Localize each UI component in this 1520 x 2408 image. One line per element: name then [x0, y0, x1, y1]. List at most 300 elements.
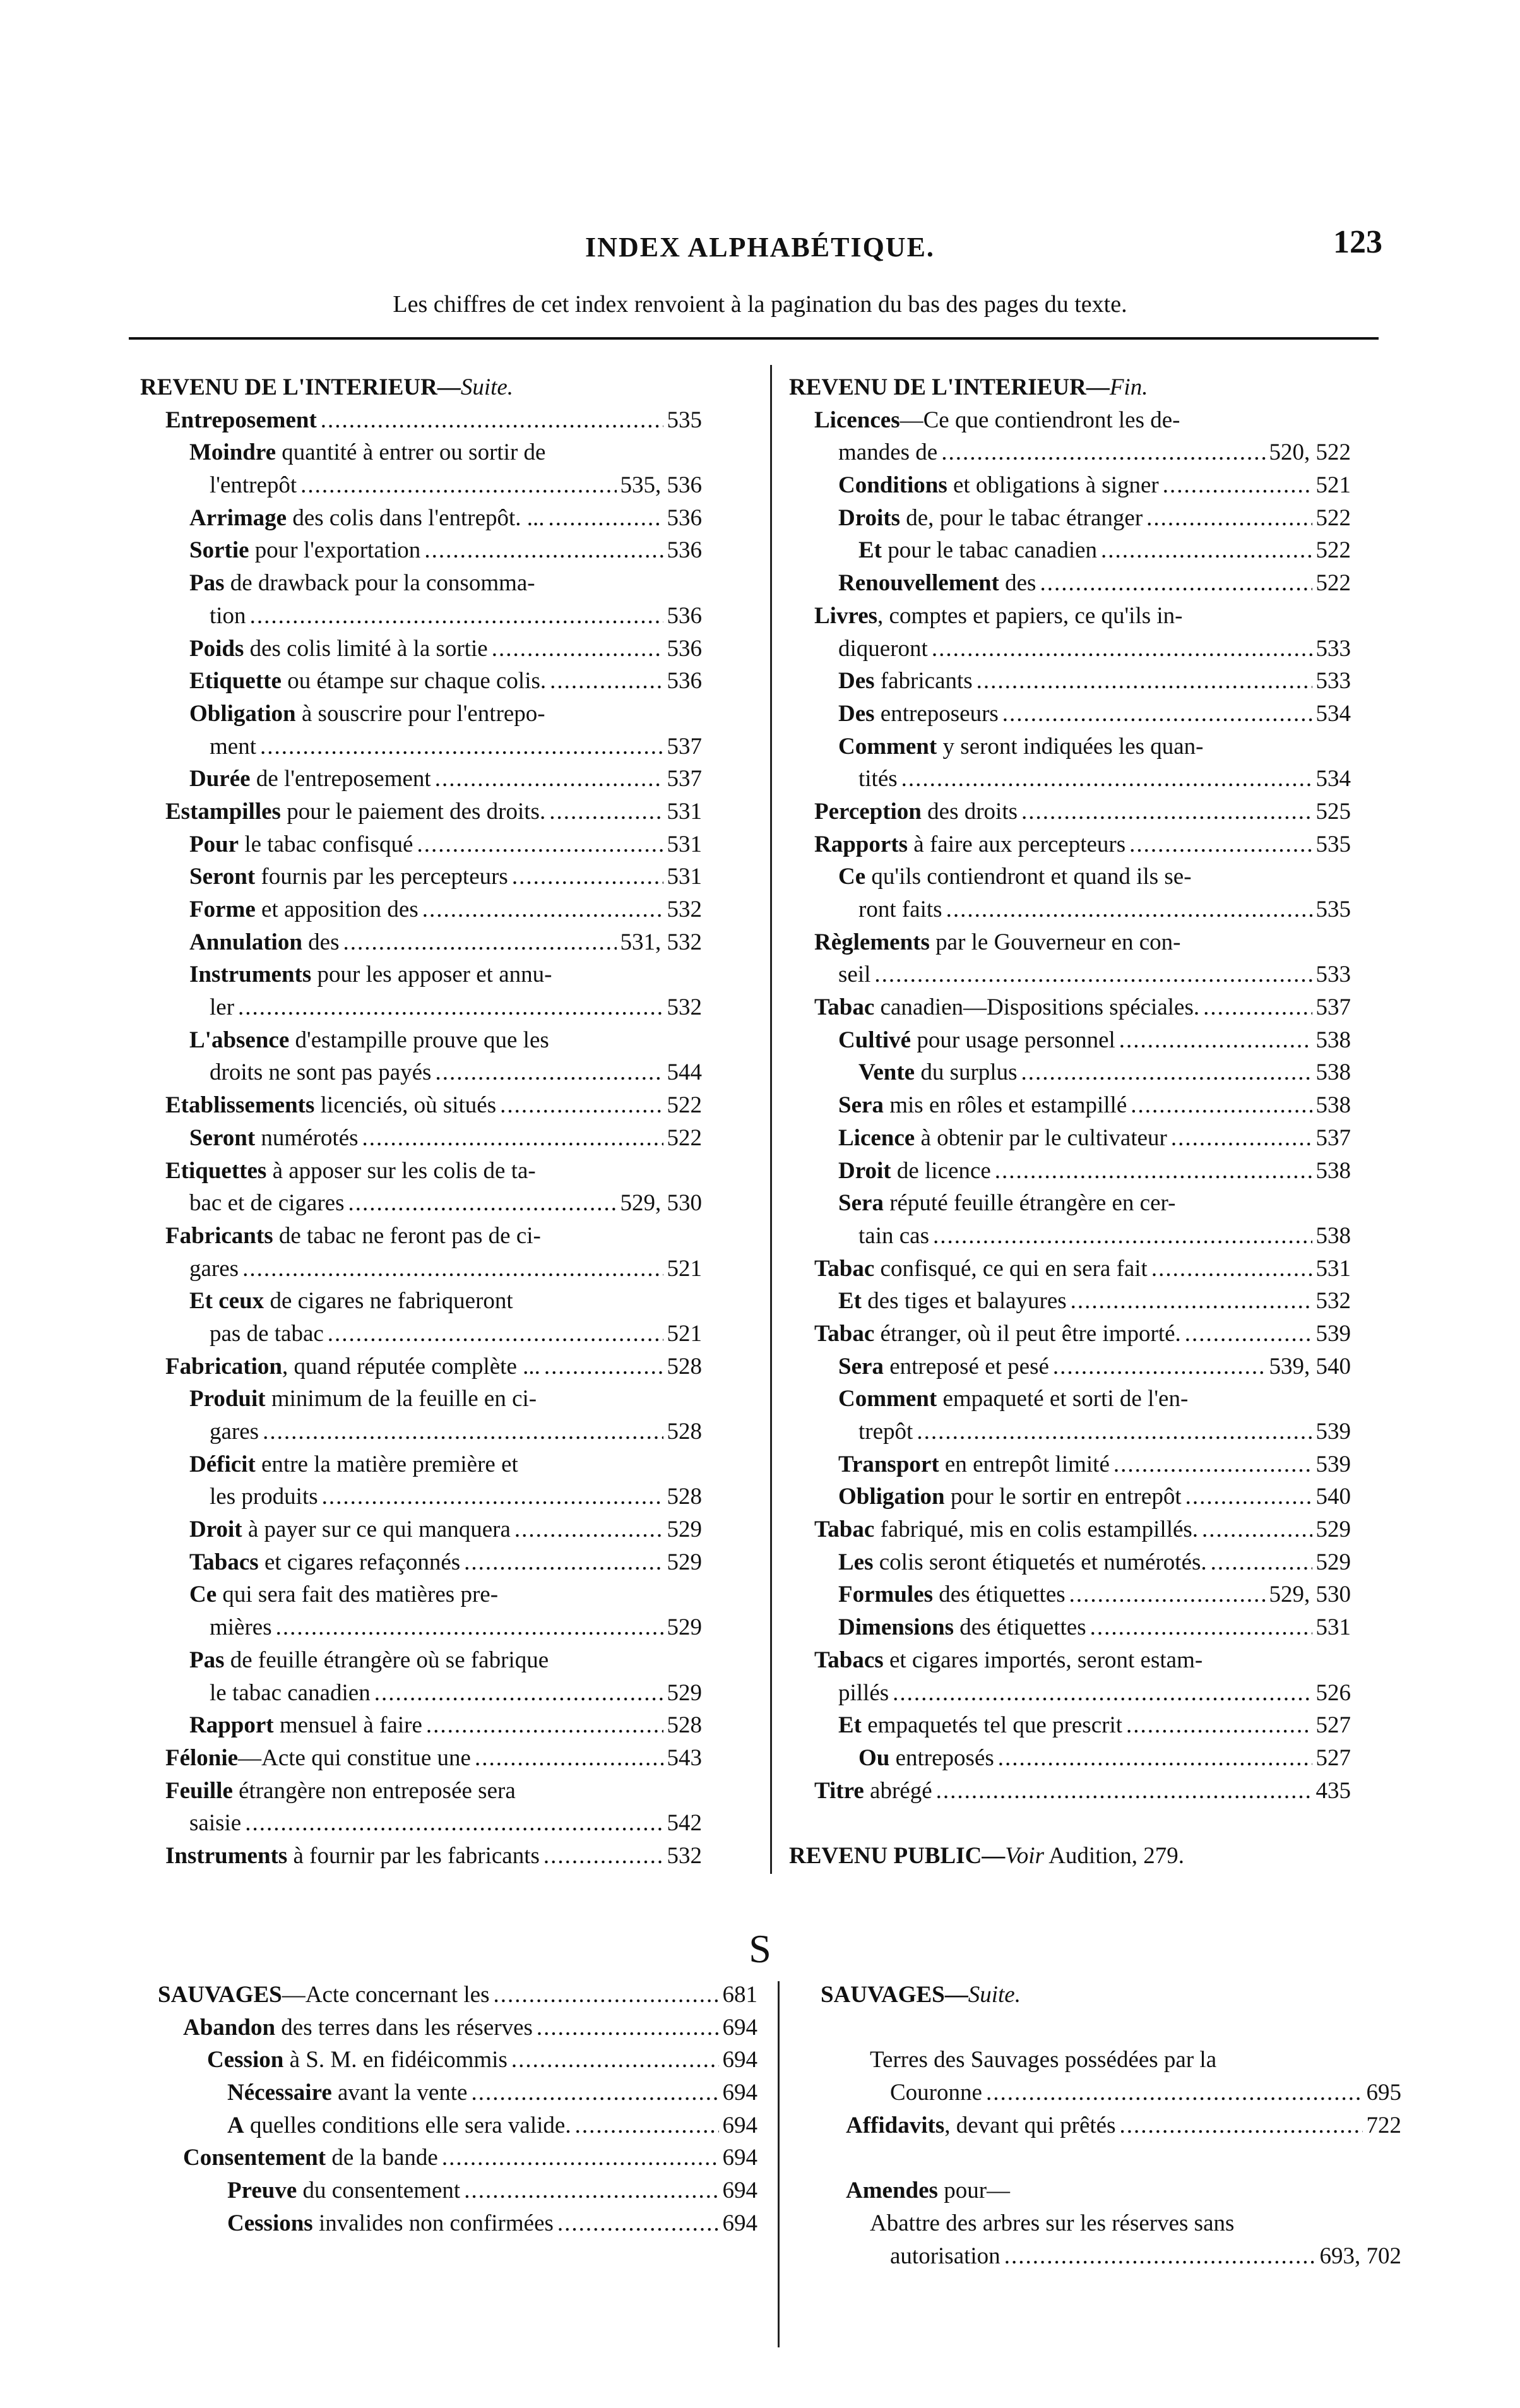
dot-leader [1185, 1481, 1312, 1513]
dot-leader [946, 893, 1312, 926]
dot-leader [1129, 828, 1312, 861]
dot-leader [1151, 1253, 1312, 1285]
index-entry [140, 861, 702, 893]
page-reference: 520, 522 [1269, 439, 1351, 466]
page-reference: 695 [1366, 2080, 1401, 2106]
entry-key: Tabac [814, 1255, 875, 1282]
entry-key: Et [858, 537, 882, 564]
dot-leader [1203, 991, 1312, 1024]
dot-leader [511, 2044, 719, 2077]
page-reference: 534 [1315, 766, 1351, 792]
dot-leader [493, 1979, 718, 2012]
dot-leader [1163, 469, 1312, 502]
page-reference: 544 [667, 1059, 702, 1086]
entry-text: des colis limité à la sortie [244, 635, 488, 662]
entry-key: Conditions [838, 472, 947, 499]
entry-text: y seront indiquées les quan- [937, 733, 1204, 760]
page-reference: 694 [722, 2210, 757, 2236]
index-entry [821, 2109, 1401, 2142]
entry-text: gares [189, 1255, 239, 1282]
index-entry [140, 1677, 702, 1710]
dot-leader [500, 1089, 663, 1122]
entry-text: à faire aux percepteurs [908, 831, 1126, 857]
entry-key: SAUVAGES [158, 1982, 282, 2008]
bottom-left-column [158, 1979, 757, 2240]
page-reference: 528 [667, 1353, 702, 1380]
page-reference: 529, 530 [1269, 1582, 1351, 1608]
entry-key: Instruments [165, 1842, 288, 1869]
dot-leader [1119, 2109, 1362, 2142]
page-reference: 529, 530 [620, 1190, 702, 1217]
entry-key: Seront [189, 864, 256, 890]
page-reference: 694 [722, 2047, 757, 2073]
index-entry [789, 1318, 1351, 1350]
entry-text: pour usage personnel [911, 1027, 1115, 1053]
page-reference: 694 [722, 2178, 757, 2204]
page-reference: 537 [1315, 1124, 1351, 1151]
entry-text: pour le sortir en entrepôt [944, 1484, 1182, 1510]
index-entry [140, 502, 702, 535]
dot-leader [941, 436, 1265, 469]
entry-text: à S. M. en fidéicommis [283, 2047, 508, 2073]
page-reference: 435 [1315, 1777, 1351, 1804]
page-reference: 535 [1315, 897, 1351, 922]
index-entry [789, 991, 1351, 1024]
page-reference: 543 [667, 1744, 702, 1771]
entry-text: Abattre des arbres sur les réserves sans [870, 2210, 1235, 2236]
entry-key: Déficit [189, 1451, 256, 1477]
index-entry [140, 1220, 702, 1253]
entry-key: REVENU PUBLIC— [789, 1842, 1006, 1869]
index-entry [140, 1709, 702, 1742]
entry-key: Droit [838, 1157, 891, 1184]
entry-text: et apposition des [255, 897, 419, 922]
dot-leader [422, 893, 663, 926]
index-entry [789, 1350, 1351, 1383]
entry-key: Cession [207, 2047, 284, 2073]
index-entry [789, 958, 1351, 991]
index-entry [140, 1611, 702, 1644]
entry-text: numérotés [255, 1124, 359, 1151]
dot-leader [995, 1155, 1312, 1188]
entry-key: Les [838, 1549, 874, 1575]
dot-leader [464, 1546, 663, 1579]
index-entry [789, 926, 1351, 959]
entry-text: mensuel à faire [273, 1712, 422, 1739]
page-reference: 535, 536 [620, 472, 702, 499]
entry-text: mandes de [838, 439, 938, 466]
dot-leader [260, 730, 663, 763]
dot-leader [238, 991, 663, 1024]
page-reference: 535 [667, 407, 702, 433]
entry-key: L'absence [189, 1027, 290, 1053]
entry-key: Règlements [814, 929, 930, 955]
page-reference: 522 [1315, 537, 1351, 564]
entry-text: Couronne [890, 2080, 982, 2106]
index-entry [140, 1416, 702, 1448]
entry-key: Dimensions [838, 1614, 954, 1641]
entry-key: Transport [838, 1451, 939, 1477]
index-entry [789, 1644, 1351, 1677]
index-entry [140, 698, 702, 730]
entry-key: Ou [858, 1744, 890, 1771]
index-entry [789, 1024, 1351, 1057]
dot-leader [1040, 567, 1312, 600]
index-entry [140, 1578, 702, 1611]
entry-key: Licences [814, 407, 900, 433]
entry-text: à fournir par les fabricants [287, 1842, 540, 1869]
entry-text: de, pour le tabac étranger [900, 504, 1143, 531]
dot-leader [933, 1220, 1312, 1253]
dot-leader [464, 2174, 718, 2207]
entry-text: et cigares refaçonnés [258, 1549, 461, 1575]
dot-leader [1069, 1578, 1266, 1611]
index-entry [789, 502, 1351, 535]
page-reference: 536 [667, 668, 702, 694]
entry-text: qui sera fait des matières pre- [217, 1582, 499, 1608]
index-entry [789, 665, 1351, 698]
dot-leader [543, 1840, 663, 1873]
dot-leader [549, 796, 663, 828]
dot-leader [263, 1416, 663, 1448]
entry-text: pour les apposer et annu- [311, 962, 552, 988]
index-entry [158, 2077, 757, 2109]
entry-key: Livres [814, 602, 878, 629]
page-reference: 521 [667, 1255, 702, 1282]
index-entry [140, 1089, 702, 1122]
dot-leader [492, 633, 663, 665]
entry-key: Formules [838, 1582, 934, 1608]
index-entry [789, 1416, 1351, 1448]
entry-key: Tabac [814, 1517, 875, 1543]
dot-leader [245, 1807, 663, 1840]
index-entry [140, 534, 702, 567]
entry-key: Estampilles [165, 798, 281, 825]
entry-key: Pour [189, 831, 239, 857]
entry-text: et obligations à signer [947, 472, 1159, 499]
index-entry [140, 991, 702, 1024]
entry-text: , devant qui prêtés [944, 2112, 1116, 2138]
page-reference: 694 [722, 2014, 757, 2041]
page-reference: 532 [667, 1842, 702, 1869]
index-entry [158, 1979, 757, 2012]
index-entry [789, 436, 1351, 469]
entry-text: des étiquettes [933, 1582, 1066, 1608]
dot-leader [442, 2142, 719, 2174]
entry-key: Seront [189, 1124, 256, 1151]
page-reference: 521 [667, 1320, 702, 1347]
entry-key: Rapport [189, 1712, 274, 1739]
page-reference: 694 [722, 2080, 757, 2106]
page-reference: 521 [1315, 472, 1351, 499]
entry-key: Comment [838, 733, 937, 760]
index-entry [821, 2044, 1401, 2077]
index-entry [140, 1383, 702, 1416]
page-reference: 540 [1315, 1484, 1351, 1510]
index-entry [789, 1089, 1351, 1122]
bottom-right-column [821, 1979, 1401, 2272]
index-entry [158, 2142, 757, 2174]
page-reference: 527 [1315, 1744, 1351, 1771]
entry-text: quantité à entrer ou sortir de [276, 439, 546, 466]
index-entry [789, 1709, 1351, 1742]
index-entry [140, 763, 702, 796]
page-reference: 681 [722, 1982, 757, 2008]
entry-text: pour le paiement des droits. [280, 798, 546, 825]
index-entry [789, 1220, 1351, 1253]
entry-text: des étiquettes [953, 1614, 1086, 1641]
page-reference: 539 [1315, 1451, 1351, 1477]
index-entry [140, 1318, 702, 1350]
page-reference: 529 [667, 1614, 702, 1641]
entry-text: le tabac confisqué [239, 831, 413, 857]
dot-leader [417, 828, 663, 861]
entry-key: Nécessaire [227, 2080, 332, 2106]
index-entry [158, 2044, 757, 2077]
dot-leader [348, 1187, 617, 1220]
dot-leader [901, 763, 1312, 796]
dot-leader [557, 2207, 719, 2240]
dot-leader [471, 2077, 718, 2109]
dot-leader [1071, 1285, 1312, 1318]
index-entry [789, 567, 1351, 600]
entry-text: des [999, 570, 1036, 597]
entry-key: Consentement [183, 2145, 326, 2171]
index-entry [140, 1644, 702, 1677]
entry-key: Fabricants [165, 1222, 273, 1249]
entry-text: Terres des Sauvages possédées par la [870, 2047, 1217, 2073]
index-entry [140, 1513, 702, 1546]
entry-key: Félonie [165, 1744, 239, 1771]
index-entry [789, 1448, 1351, 1481]
page-reference: 532 [667, 994, 702, 1021]
entry-italic: Suite. [968, 1982, 1021, 2008]
dot-leader [1126, 1709, 1312, 1742]
page-reference: 536 [667, 537, 702, 564]
index-entry [789, 1546, 1351, 1579]
entry-text: —Ce que contiendront les de- [900, 407, 1180, 433]
entry-text: en entrepôt limité [939, 1451, 1110, 1477]
page-reference: 536 [667, 635, 702, 662]
index-entry [789, 1056, 1351, 1089]
entry-key: Arrimage [189, 504, 287, 531]
section-letter: S [749, 1926, 771, 1971]
entry-text: droits ne sont pas payés [210, 1059, 432, 1086]
entry-text: pas de tabac [210, 1320, 324, 1347]
entry-key: Tabac [814, 994, 875, 1021]
entry-text: seil [838, 962, 871, 988]
entry-italic: Suite. [460, 374, 514, 400]
page-reference: 538 [1315, 1092, 1351, 1119]
page-reference: 538 [1315, 1157, 1351, 1184]
page-reference: 538 [1315, 1222, 1351, 1249]
entry-key: Etiquettes [165, 1157, 267, 1184]
entry-key: Sera [838, 1353, 884, 1380]
entry-key: Vente [858, 1059, 915, 1086]
page-reference: 522 [1315, 504, 1351, 531]
entry-text: —Acte qui constitue une [238, 1744, 471, 1771]
page-reference: 533 [1315, 635, 1351, 662]
entry-text: abrégé [864, 1777, 932, 1804]
entry-key: Abandon [183, 2014, 276, 2041]
index-entry [789, 893, 1351, 926]
entry-key: Droit [189, 1517, 242, 1543]
index-entry [789, 1285, 1351, 1318]
entry-text: ment [210, 733, 256, 760]
index-entry [140, 893, 702, 926]
entry-text: colis seront étiquetés et numérotés. [873, 1549, 1207, 1575]
entry-text: avant la vente [331, 2080, 468, 2106]
entry-text: étranger, où il peut être importé. [874, 1320, 1181, 1347]
page-reference: 538 [1315, 1059, 1351, 1086]
entry-text: Audition, 279. [1043, 1842, 1185, 1869]
dot-leader [343, 926, 617, 959]
page-reference: 537 [1315, 994, 1351, 1021]
entry-key: Pas [189, 570, 225, 597]
index-entry [789, 1677, 1351, 1710]
dot-leader [1202, 1513, 1312, 1546]
index-entry [140, 665, 702, 698]
entry-key: Sera [838, 1092, 884, 1119]
dot-leader [977, 665, 1312, 698]
dot-leader [426, 1709, 663, 1742]
page-reference: 693, 702 [1319, 2243, 1401, 2269]
index-entry [789, 1742, 1351, 1775]
index-entry [821, 2142, 1401, 2174]
page-reference: 526 [1315, 1679, 1351, 1706]
entry-key: Affidavits [846, 2112, 945, 2138]
entry-key: Poids [189, 635, 244, 662]
index-entry [140, 633, 702, 665]
entry-text: diqueront [838, 635, 928, 662]
dot-leader [998, 1742, 1312, 1775]
index-entry [789, 763, 1351, 796]
entry-text: étrangère non entreposée sera [232, 1777, 516, 1804]
entry-key: REVENU DE L'INTERIEUR— [140, 374, 461, 400]
entry-text: l'entrepôt [210, 472, 297, 499]
page-reference: 533 [1315, 668, 1351, 694]
entry-text: de cigares ne fabriqueront [264, 1288, 513, 1314]
dot-leader [1002, 698, 1312, 730]
entry-text: à apposer sur les colis de ta- [266, 1157, 536, 1184]
entry-text: à obtenir par le cultivateur [915, 1124, 1167, 1151]
page-reference: 533 [1315, 962, 1351, 988]
index-entry [821, 2077, 1401, 2109]
dot-leader [328, 1318, 663, 1350]
page-reference: 694 [722, 2112, 757, 2138]
index-entry [158, 2207, 757, 2240]
entry-text: trepôt [858, 1419, 913, 1445]
index-entry [789, 1807, 1351, 1840]
dot-leader [575, 2109, 719, 2142]
index-entry [789, 828, 1351, 861]
dot-leader [276, 1611, 663, 1644]
entry-key: Obligation [838, 1484, 945, 1510]
entry-text: à payer sur ce qui manquera [242, 1517, 511, 1543]
entry-text: ront faits [858, 897, 942, 922]
entry-text: , comptes et papiers, ce qu'ils in- [877, 602, 1183, 629]
entry-text: mières [210, 1614, 272, 1641]
index-entry [158, 2012, 757, 2044]
entry-text: qu'ils contiendront et quand ils se- [865, 864, 1192, 890]
page-reference: 529 [1315, 1517, 1351, 1543]
index-entry [140, 828, 702, 861]
page-reference: 537 [667, 733, 702, 760]
entry-text: des [302, 929, 340, 955]
dot-leader [1101, 534, 1312, 567]
index-entry [789, 1155, 1351, 1188]
dot-leader [374, 1677, 663, 1710]
page-reference: 542 [667, 1810, 702, 1837]
index-entry [789, 633, 1351, 665]
entry-text: à souscrire pour l'entrepo- [295, 700, 545, 727]
index-entry [789, 796, 1351, 828]
index-entry [789, 534, 1351, 567]
index-entry [789, 1187, 1351, 1220]
entry-key: Amendes [846, 2178, 938, 2204]
entry-text: et cigares importés, seront estam- [883, 1647, 1203, 1673]
entry-text: —Acte concernant les [282, 1982, 490, 2008]
index-entry [789, 1578, 1351, 1611]
entry-text: empaquetés tel que prescrit [862, 1712, 1122, 1739]
dot-leader [986, 2077, 1363, 2109]
entry-key: Durée [189, 766, 251, 792]
entry-text: les produits [210, 1484, 318, 1510]
page-reference: 539, 540 [1269, 1353, 1351, 1380]
index-entry [789, 1611, 1351, 1644]
dot-leader [512, 861, 663, 893]
dot-leader [424, 534, 663, 567]
entry-text: de tabac ne feront pas de ci- [273, 1222, 541, 1249]
page-reference: 534 [1315, 700, 1351, 727]
index-entry [789, 1253, 1351, 1285]
entry-key: Instruments [189, 962, 312, 988]
dot-leader [1119, 1024, 1312, 1057]
entry-key: Tabacs [189, 1549, 259, 1575]
entry-key: Feuille [165, 1777, 233, 1804]
index-entry [158, 2174, 757, 2207]
entry-key: Pas [189, 1647, 225, 1673]
index-entry [789, 1122, 1351, 1155]
entry-text: canadien—Dispositions spéciales. [874, 994, 1200, 1021]
entry-text: mis en rôles et estampillé [883, 1092, 1127, 1119]
entry-key: Des [838, 668, 875, 694]
entry-text: tain cas [858, 1222, 929, 1249]
index-entry [789, 469, 1351, 502]
entry-key: Et ceux [189, 1288, 264, 1314]
entry-key: Comment [838, 1386, 937, 1412]
index-entry [821, 2240, 1401, 2273]
entry-key: Titre [814, 1777, 864, 1804]
index-entry [821, 2207, 1401, 2240]
dot-leader [300, 469, 616, 502]
index-entry [789, 1840, 1351, 1873]
entry-text: des tiges et balayures [862, 1288, 1067, 1314]
index-entry [140, 436, 702, 469]
page-reference: 536 [667, 602, 702, 629]
header-rule [129, 337, 1379, 340]
page-reference: 522 [667, 1092, 702, 1119]
dot-leader [321, 404, 663, 437]
index-entry [789, 698, 1351, 730]
index-entry [789, 600, 1351, 633]
entry-text: licenciés, où situés [314, 1092, 497, 1119]
index-entry [140, 1775, 702, 1808]
index-entry [140, 567, 702, 600]
entry-key: Des [838, 700, 875, 727]
index-entry [789, 861, 1351, 893]
dot-leader [250, 600, 663, 633]
